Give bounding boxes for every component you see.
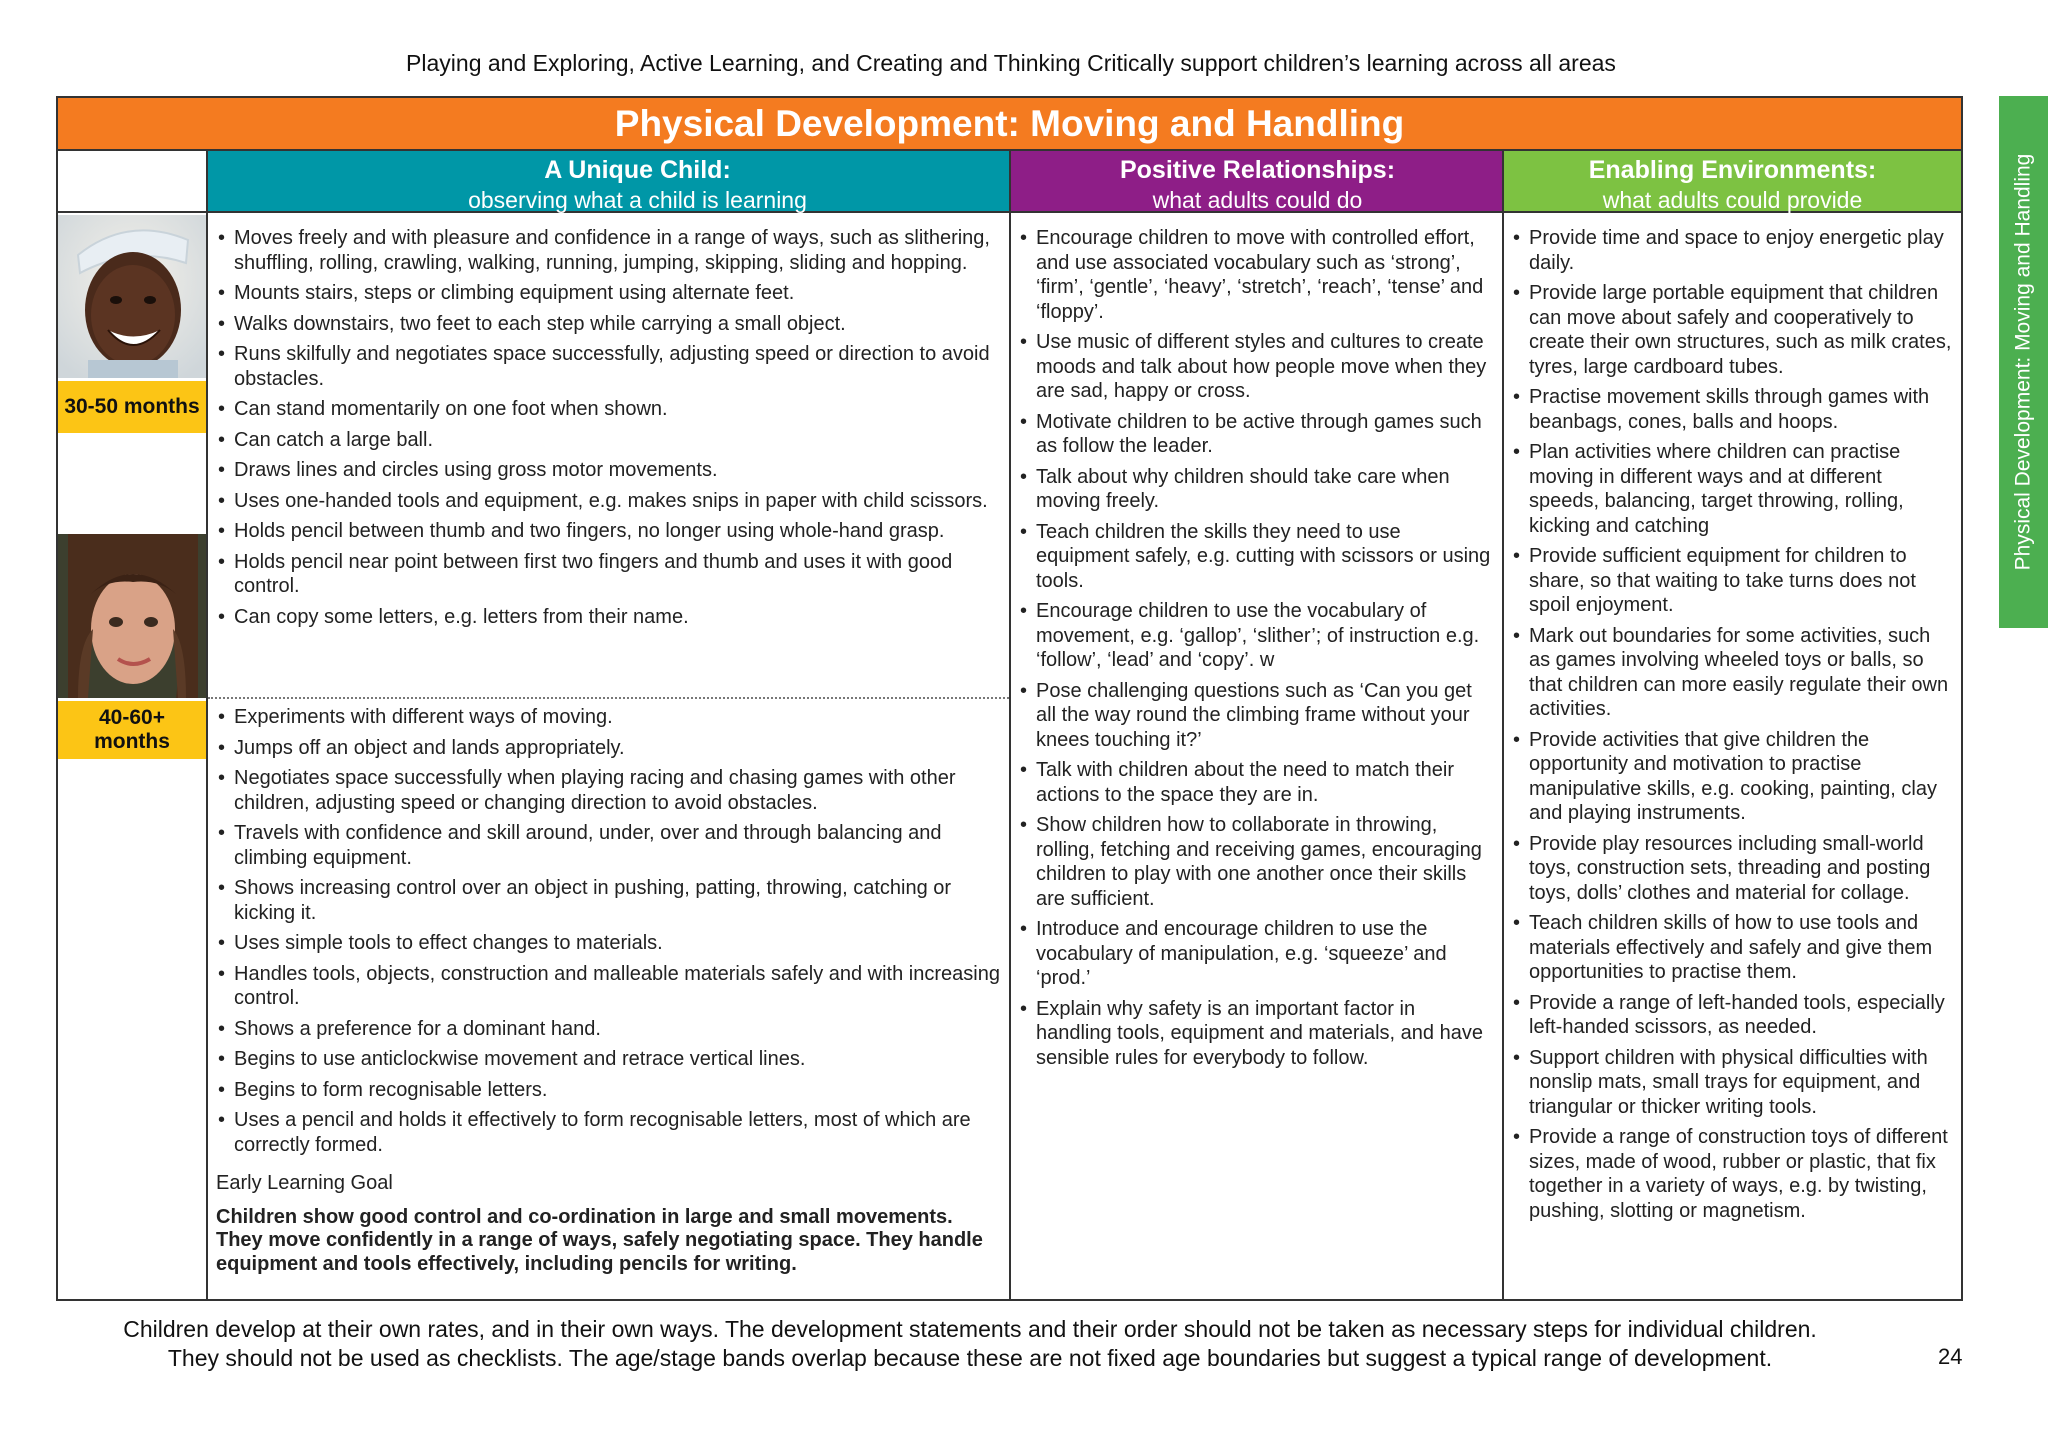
list-item: • Uses one-handed tools and equipment, e.g. makes snips in paper with child scissors. — [216, 489, 1002, 514]
list-item: • Explain why safety is an important factor in handling tools, equipment and materials, and have sensible rules for everybody to follow. — [1018, 997, 1496, 1071]
unique-child-30-50-list — [216, 226, 1002, 629]
list-item: • Provide a range of left-handed tools, especially left-handed scissors, as needed. — [1511, 991, 1956, 1040]
grid-line — [206, 151, 208, 1301]
header-unique-child — [208, 151, 1067, 213]
early-learning-goal-label: Early Learning Goal — [216, 1172, 393, 1194]
list-item: • Jumps off an object and lands appropriately. — [216, 736, 1002, 761]
positive-relationships-cell — [1018, 226, 1496, 1076]
list-item: • Shows a preference for a dominant hand. — [216, 1017, 1002, 1042]
list-item: • Walks downstairs, two feet to each step while carrying a small object. — [216, 312, 1002, 337]
header-enabling-subtitle: what adults could provide — [1602, 187, 1863, 213]
unique-child-40-60-cell — [216, 705, 1002, 1276]
list-item: • Uses a pencil and holds it effectively to form recognisable letters, most of which are correctly formed. — [216, 1108, 1002, 1157]
side-tab-label: Physical Development: Moving and Handling — [2011, 153, 2035, 571]
top-note: Playing and Exploring, Active Learning, and Creating and Thinking Critically support children’s learning across all areas — [406, 50, 1616, 76]
list-item: • Motivate children to be active through games such as follow the leader. — [1018, 410, 1496, 459]
header-positive-relationships — [1011, 151, 1504, 213]
list-item: • Plan activities where children can practise moving in different ways and at different speeds, balancing, target throwing, rolling, kicking and catching — [1511, 440, 1956, 538]
list-item: • Can catch a large ball. — [216, 428, 1002, 453]
list-item: • Uses simple tools to effect changes to materials. — [216, 931, 1002, 956]
list-item: • Mounts stairs, steps or climbing equipment using alternate feet. — [216, 281, 1002, 306]
list-item: • Begins to form recognisable letters. — [216, 1078, 1002, 1103]
list-item: • Teach children skills of how to use tools and materials effectively and safely and give them opportunities to practise them. — [1511, 911, 1956, 985]
table-title: Physical Development: Moving and Handling — [58, 98, 1961, 151]
list-item: • Draws lines and circles using gross motor movements. — [216, 458, 1002, 483]
bottom-note-line-2: They should not be used as checklists. The age/stage bands overlap because these are not fixed age boundaries but suggest a typical range of development. — [167, 1345, 1773, 1371]
development-table — [56, 96, 1963, 1301]
list-item: • Provide sufficient equipment for children to share, so that waiting to take turns does not spoil enjoyment. — [1511, 544, 1956, 618]
list-item: • Travels with confidence and skill around, under, over and through balancing and climbing equipment. — [216, 821, 1002, 870]
age-badge-30-50: 30-50 months — [58, 381, 206, 433]
list-item: • Can stand momentarily on one foot when shown. — [216, 397, 1002, 422]
list-item: • Encourage children to use the vocabulary of movement, e.g. ‘gallop’, ‘slither’; of instruction e.g. ‘follow’, ‘lead’ and ‘copy’. w — [1018, 599, 1496, 673]
list-item: • Use music of different styles and cultures to create moods and talk about how people move when they are sad, happy or cross. — [1018, 330, 1496, 404]
bottom-note — [40, 1315, 1900, 1373]
list-item: • Moves freely and with pleasure and confidence in a range of ways, such as slithering, shuffling, rolling, crawling, walking, running, jumping, skipping, sliding and hopping. — [216, 226, 1002, 275]
smiling-boy-photo — [58, 215, 206, 378]
bottom-note-line-1: Children develop at their own rates, and in their own ways. The development statements and their order should not be taken as necessary steps for individual children. — [123, 1316, 1817, 1342]
unique-child-40-60-list — [216, 705, 1002, 1157]
list-item: • Provide large portable equipment that children can move about safely and cooperatively to create their own structures, such as milk crates, tyres, large cardboard tubes. — [1511, 281, 1956, 379]
list-item: • Pose challenging questions such as ‘Can you get all the way round the climbing frame without your knees touching it?’ — [1018, 679, 1496, 753]
list-item: • Introduce and encourage children to use the vocabulary of manipulation, e.g. ‘squeeze’ and ‘prod.’ — [1018, 917, 1496, 991]
list-item: • Runs skilfully and negotiates space successfully, adjusting speed or direction to avoid obstacles. — [216, 342, 1002, 391]
smiling-girl-photo — [58, 534, 206, 698]
band-separator — [208, 697, 1009, 699]
list-item: • Provide activities that give children the opportunity and motivation to practise manipulative skills, e.g. cooking, painting, clay and playing instruments. — [1511, 728, 1956, 826]
list-item: • Practise movement skills through games with beanbags, cones, balls and hoops. — [1511, 385, 1956, 434]
list-item: • Negotiates space successfully when playing racing and chasing games with other children, adjusting speed or changing direction to avoid obstacles. — [216, 766, 1002, 815]
list-item: • Provide play resources including small-world toys, construction sets, threading and posting toys, dolls’ clothes and material for collage. — [1511, 832, 1956, 906]
grid-line — [1009, 151, 1011, 1301]
list-item: • Support children with physical difficulties with nonslip mats, small trays for equipment, and triangular or thicker writing tools. — [1511, 1046, 1956, 1120]
enabling-environments-list — [1511, 226, 1956, 1223]
list-item: • Provide time and space to enjoy energetic play daily. — [1511, 226, 1956, 275]
header-positive-subtitle: what adults could do — [1152, 187, 1363, 213]
header-unique-child-title: A Unique Child: — [544, 156, 731, 184]
age-badge-40-60: 40-60+ months — [58, 701, 206, 759]
page-number: 24 — [1938, 1344, 1963, 1369]
early-learning-goal-text: Children show good control and co-ordination in large and small movements. They move confidently in a range of ways, safely negotiating space. They handle equipment and tools effectively, including pencils for writing. — [216, 1205, 983, 1275]
list-item: • Shows increasing control over an object in pushing, patting, throwing, catching or kicking it. — [216, 876, 1002, 925]
list-item: • Handles tools, objects, construction and malleable materials safely and with increasing control. — [216, 962, 1002, 1011]
list-item: • Teach children the skills they need to use equipment safely, e.g. cutting with scissors or using tools. — [1018, 520, 1496, 594]
enabling-environments-cell — [1511, 226, 1956, 1229]
list-item: • Can copy some letters, e.g. letters from their name. — [216, 605, 1002, 630]
header-unique-child-subtitle: observing what a child is learning — [468, 187, 807, 213]
unique-child-30-50-cell — [216, 226, 1002, 635]
list-item: • Holds pencil near point between first two fingers and thumb and uses it with good control. — [216, 550, 1002, 599]
header-empty-cell — [58, 151, 206, 213]
list-item: • Mark out boundaries for some activities, such as games involving wheeled toys or balls, so that children can more easily regulate their own activities. — [1511, 624, 1956, 722]
list-item: • Talk with children about the need to match their actions to the space they are in. — [1018, 758, 1496, 807]
list-item: • Holds pencil between thumb and two fingers, no longer using whole-hand grasp. — [216, 519, 1002, 544]
grid-line — [1502, 151, 1504, 1301]
header-positive-title: Positive Relationships: — [1119, 156, 1396, 184]
side-tab[interactable] — [1999, 96, 2048, 628]
list-item: • Talk about why children should take care when moving freely. — [1018, 465, 1496, 514]
header-enabling-environments — [1504, 151, 1961, 213]
positive-relationships-list — [1018, 226, 1496, 1070]
list-item: • Encourage children to move with controlled effort, and use associated vocabulary such as ‘strong’, ‘firm’, ‘gentle’, ‘heavy’, ‘stretch’, ‘reach’, ‘tense’ and ‘floppy’. — [1018, 226, 1496, 324]
list-item: • Begins to use anticlockwise movement and retrace vertical lines. — [216, 1047, 1002, 1072]
list-item: • Provide a range of construction toys of different sizes, made of wood, rubber or plastic, that fix together in a variety of ways, e.g. by twisting, pushing, slotting or magnetism. — [1511, 1125, 1956, 1223]
list-item: • Show children how to collaborate in throwing, rolling, fetching and receiving games, encouraging children to play with one another once their skills are sufficient. — [1018, 813, 1496, 911]
list-item: • Experiments with different ways of moving. — [216, 705, 1002, 730]
header-enabling-title: Enabling Environments: — [1588, 156, 1877, 184]
